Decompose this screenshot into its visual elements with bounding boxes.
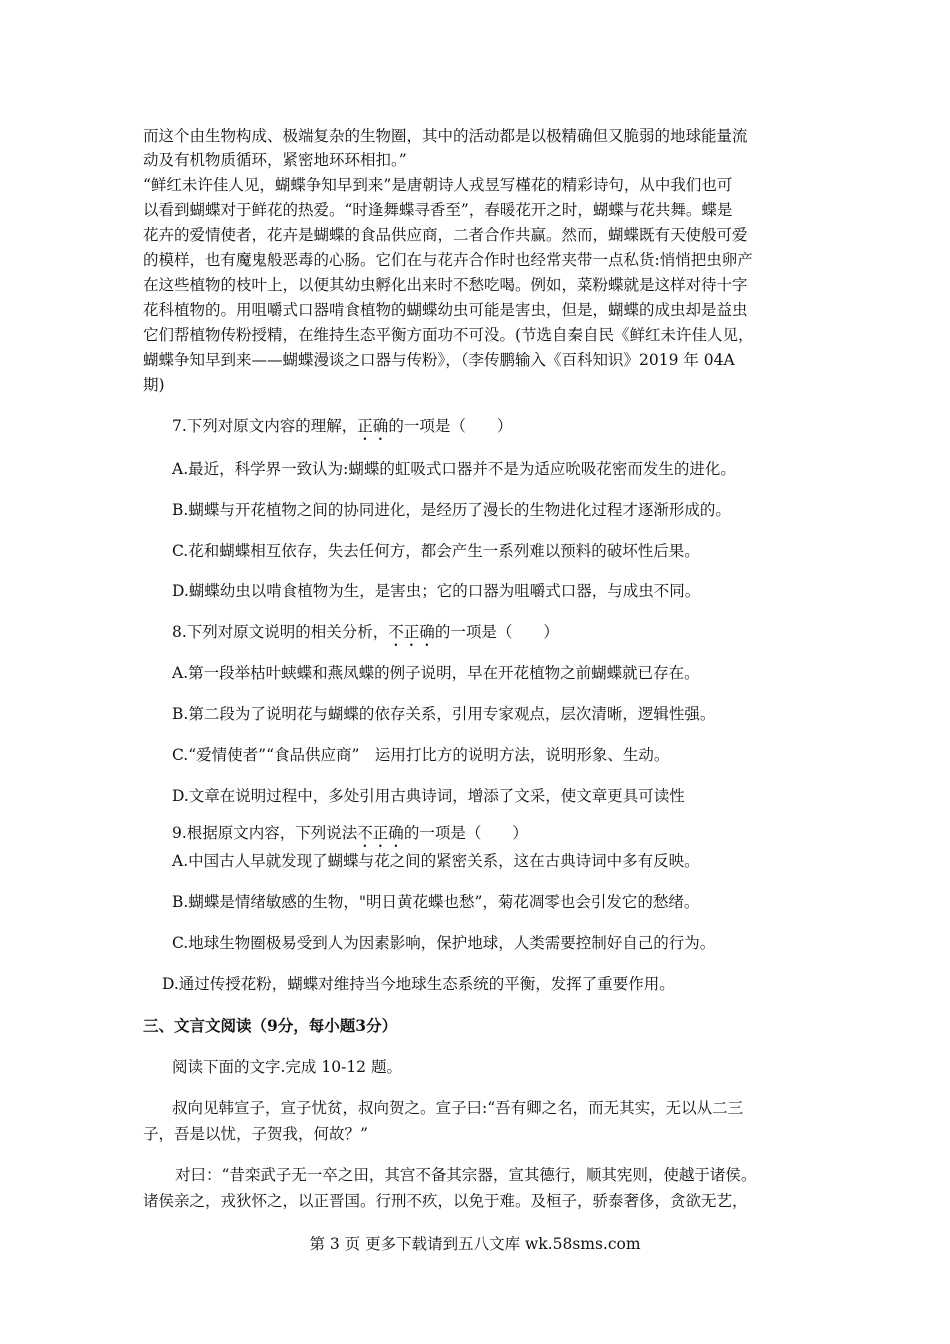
passage-line: 期) — [143, 376, 165, 394]
passage-line: 在这些植物的枝叶上，以便其幼虫孵化出来时不愁吃喝。例如，菜粉蝶就是这样对待十字 — [143, 276, 748, 294]
passage-line: 动及有机物质循环，紧密地环环相扣。” — [143, 151, 407, 169]
question-8-option-d: D.文章在说明过程中，多处引用古典诗词，增添了文采，使文章更具可读性 — [172, 787, 685, 805]
emphasis-text: 正确 — [357, 417, 389, 435]
classical-text-line: 诸侯亲之，戎狄怀之，以正晋国。行刑不疚，以免于难。及桓子，骄泰奢侈，贪欲无艺， — [143, 1192, 748, 1210]
page-footer: 第 3 页 更多下载请到五八文库 wk.58sms.com — [309, 1235, 641, 1253]
emphasis-text: 不正确 — [388, 623, 435, 641]
passage-line: 花卉的爱情使者，花卉是蝴蝶的食品供应商，二者合作共赢。然而，蝴蝶既有天使般可爱 — [143, 226, 748, 244]
question-7-stem: 7.下列对原文内容的理解，正确的一项是（ ） — [172, 417, 513, 435]
emphasis-text: 不正确 — [357, 824, 404, 842]
passage-line: 它们帮植物传粉授精，在维持生态平衡方面功不可没。(节选自秦自民《鲜红未许佳人见， — [143, 326, 754, 344]
question-8-stem: 8.下列对原文说明的相关分析，不正确的一项是（ ） — [172, 623, 559, 641]
question-9-option-b: B.蝴蝶是情绪敏感的生物，"明日黄花蝶也愁”，菊花凋零也会引发它的愁绪。 — [172, 893, 700, 911]
question-7-option-b: B.蝴蝶与开花植物之间的协同进化，是经历了漫长的生物进化过程才逐渐形成的。 — [172, 501, 731, 519]
section-instruction: 阅读下面的文字.完成 10-12 题。 — [172, 1058, 402, 1076]
question-7-option-d: D.蝴蝶幼虫以啃食植物为生，是害虫；它的口器为咀嚼式口器，与成虫不同。 — [172, 582, 701, 600]
section-heading: 三、文言文阅读（9分，每小题3分） — [143, 1016, 398, 1035]
passage-line: 蝴蝶争知早到来——蝴蝶漫谈之口器与传粉》，（李传鹏输入《百科知识》2019 年 04A — [143, 351, 735, 369]
question-9-stem: 9.根据原文内容，下列说法不正确的一项是（ ） — [172, 824, 528, 842]
passage-line: 以看到蝴蝶对于鲜花的热爱。“时逢舞蝶寻香至”，春暖花开之时，蝴蝶与花共舞。蝶是 — [143, 201, 733, 219]
classical-text-line: 对曰：“昔栾武子无一卒之田，其宫不备其宗器，宣其德行，顺其宪则，使越于诸侯。 — [175, 1166, 757, 1184]
classical-text-line: 子，吾是以忧，子贺我，何故？” — [143, 1125, 368, 1143]
passage-line: 花科植物的。用咀嚼式口器啃食植物的蝴蝶幼虫可能是害虫，但是，蝴蝶的成虫却是益虫 — [143, 301, 748, 319]
question-7-option-c: C.花和蝴蝶相互依存，失去任何方，都会产生一系列难以预料的破坏性后果。 — [172, 542, 700, 560]
question-9-option-c: C.地球生物圈极易受到人为因素影响，保护地球，人类需要控制好自己的行为。 — [172, 934, 716, 952]
question-8-option-c: C.“爱情使者”“食品供应商” 运用打比方的说明方法，说明形象、生动。 — [172, 746, 670, 764]
question-8-option-b: B.第二段为了说明花与蝴蝶的依存关系，引用专家观点，层次清晰，逻辑性强。 — [172, 705, 716, 723]
passage-line: “鲜红未许佳人见，蝴蝶争知早到来”是唐朝诗人戎昱写槿花的精彩诗句，从中我们也可 — [143, 176, 733, 194]
question-8-option-a: A.第一段举枯叶蛱蝶和燕凤蝶的例子说明，早在开花植物之前蝴蝶就已存在。 — [172, 664, 700, 682]
question-7-option-a: A.最近，科学界一致认为:蝴蝶的虹吸式口器并不是为适应吮吸花密而发生的进化。 — [172, 460, 736, 478]
passage-line: 的模样，也有魔鬼般恶毒的心肠。它们在与花卉合作时也经常夹带一点私货:悄悄把虫卵产 — [143, 251, 753, 269]
question-9-option-d: D.通过传授花粉，蝴蝶对维持当今地球生态系统的平衡，发挥了重要作用。 — [162, 975, 675, 993]
passage-line: 而这个由生物构成、极端复杂的生物圈，其中的活动都是以极精确但又脆弱的地球能量流 — [143, 127, 748, 145]
classical-text-line: 叔向见韩宣子，宣子忧贫，叔向贺之。宣子曰:“吾有卿之名，而无其实，无以从二三 — [172, 1099, 744, 1117]
question-9-option-a: A.中国古人早就发现了蝴蝶与花之间的紧密关系，这在古典诗词中多有反映。 — [172, 852, 700, 870]
